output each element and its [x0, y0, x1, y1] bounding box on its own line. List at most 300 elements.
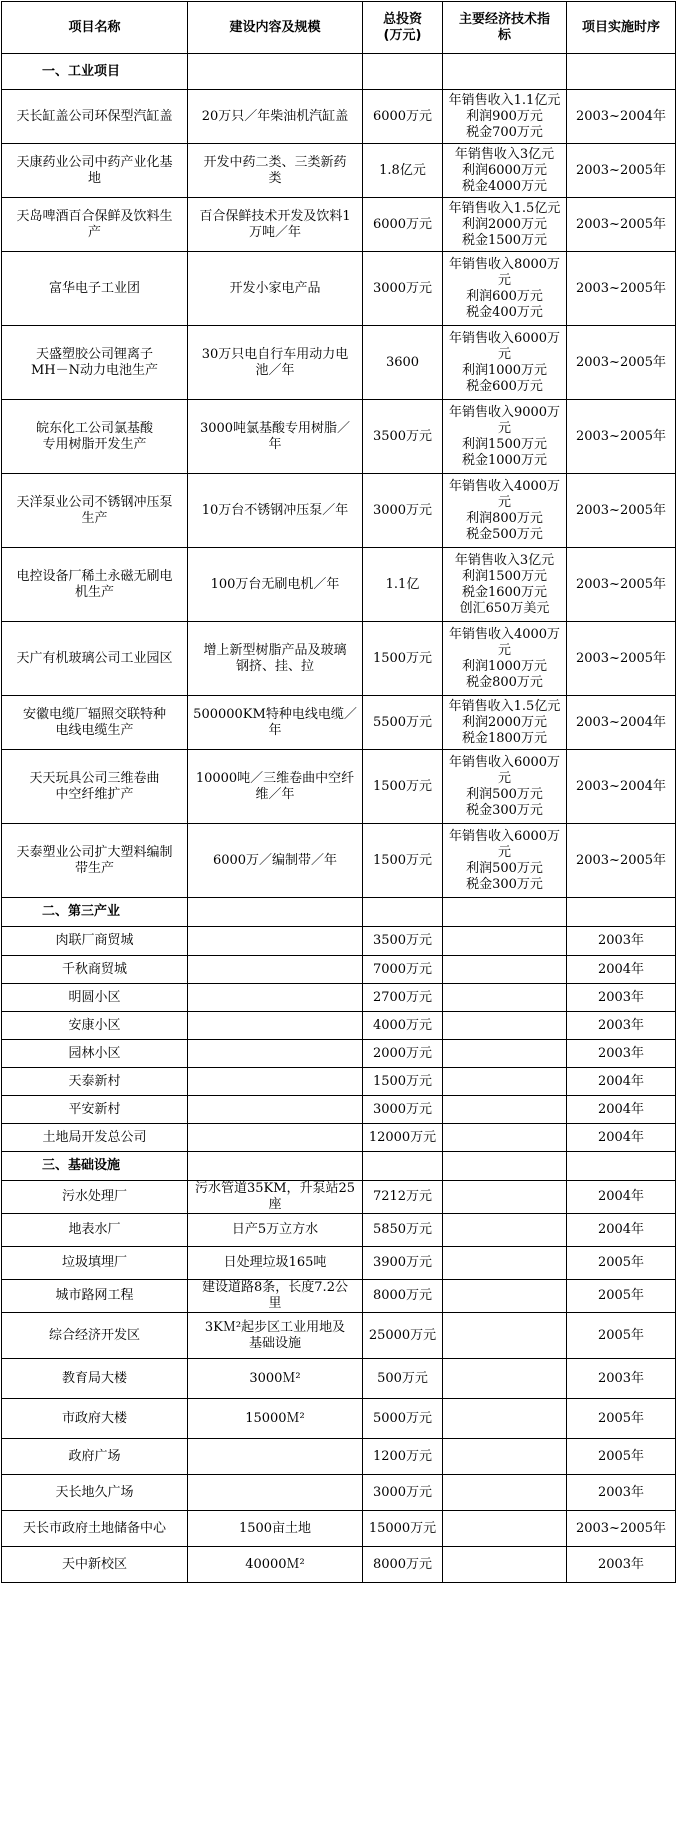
project-name-cell-line: 天天玩具公司三维卷曲: [29, 770, 160, 786]
content-scale-cell: [188, 90, 363, 144]
indicators-cell: [443, 984, 567, 1012]
indicators-cell: [443, 1096, 567, 1124]
content-scale-cell-line: 40000Ｍ²: [245, 1556, 305, 1572]
period-cell: 2003年: [567, 927, 676, 956]
indicators-cell-line: 利润900万元: [466, 108, 543, 124]
project-name-cell-line: 带生产: [74, 860, 114, 876]
content-scale-cell-line: 15000Ｍ²: [245, 1410, 305, 1426]
indicators-cell: [443, 696, 567, 750]
indicators-cell-line: 利润600万元: [466, 288, 543, 304]
table-row: [2, 1181, 676, 1214]
indicators-cell-line: 税金1000万元: [461, 452, 548, 468]
investment-cell: 12000万元: [363, 1124, 443, 1152]
content-scale-cell-line: 污水管道35KM，升泵站25: [194, 1181, 356, 1196]
content-scale-cell-line: 30万只电自行车用动力电: [201, 346, 349, 362]
indicators-cell-line: 元: [497, 272, 511, 288]
table-row: [2, 1280, 676, 1313]
investment-cell: 1.1亿: [363, 548, 443, 622]
indicators-cell-line: 年销售收入9000万: [448, 404, 561, 420]
project-name-cell-line: 教育局大楼: [61, 1370, 127, 1386]
period-cell: 2004年: [567, 1214, 676, 1247]
content-scale-cell-line: 池／年: [255, 362, 295, 378]
project-name-cell-line: 天长缸盖公司环保型汽缸盖: [16, 108, 173, 124]
indicators-cell: [443, 326, 567, 400]
indicators-cell-line: 税金400万元: [466, 304, 543, 320]
period-cell: 2005年: [567, 1247, 676, 1280]
period-cell: 2003~2005年: [567, 326, 676, 400]
table-row: [2, 696, 676, 750]
period-cell: 2003~2005年: [567, 198, 676, 252]
project-name-cell: [2, 1280, 188, 1313]
period-cell: 2003~2005年: [567, 252, 676, 326]
project-name-cell-line: 产: [87, 224, 101, 240]
indicators-cell: [443, 198, 567, 252]
indicators-cell: [443, 144, 567, 198]
table-row: [2, 1247, 676, 1280]
project-name-cell: [2, 1511, 188, 1547]
indicators-cell-line: 年销售收入6000万: [448, 828, 561, 844]
investment-cell: 4000万元: [363, 1012, 443, 1040]
project-name-cell: [2, 548, 188, 622]
empty-cell: [567, 54, 676, 90]
header-row: [2, 2, 676, 54]
period-cell: 2005年: [567, 1313, 676, 1359]
period-cell: 2005年: [567, 1280, 676, 1313]
period-cell: 2003年: [567, 1475, 676, 1511]
indicators-cell: [443, 750, 567, 824]
project-name-cell-line: 垃圾填埋厂: [61, 1255, 127, 1270]
content-scale-cell-line: 开发小家电产品: [229, 280, 321, 296]
indicators-cell: [443, 1247, 567, 1280]
investment-cell: 1500万元: [363, 622, 443, 696]
indicators-cell-line: 元: [497, 346, 511, 362]
content-scale-cell-line: 座: [268, 1197, 282, 1212]
indicators-cell-line: 元: [497, 844, 511, 860]
project-name-cell: [2, 1124, 188, 1152]
project-name-cell-line: 肉联厂商贸城: [55, 933, 134, 948]
table-row: [2, 622, 676, 696]
investment-cell: 6000万元: [363, 198, 443, 252]
project-name-cell-line: 平安新村: [68, 1101, 121, 1117]
content-scale-cell-line: 维／年: [255, 786, 295, 802]
project-name-cell-line: 土地局开发总公司: [42, 1129, 147, 1145]
indicators-cell-line: 利润800万元: [466, 510, 543, 526]
indicators-cell-line: 税金800万元: [466, 674, 543, 690]
content-scale-cell: [188, 824, 363, 898]
empty-cell: [443, 54, 567, 90]
indicators-cell: [443, 1313, 567, 1359]
project-name-cell: [2, 696, 188, 750]
period-cell: 2003~2004年: [567, 750, 676, 824]
period-cell: 2004年: [567, 1124, 676, 1152]
project-name-cell-line: 园林小区: [68, 1045, 121, 1061]
period-cell: 2004年: [567, 1068, 676, 1096]
table-row: [2, 1012, 676, 1040]
section-title: 二、第三产业: [2, 898, 188, 927]
project-name-cell: [2, 824, 188, 898]
investment-cell: 2000万元: [363, 1040, 443, 1068]
project-name-cell-line: 污水处理厂: [61, 1189, 127, 1204]
period-cell: 2003~2005年: [567, 824, 676, 898]
investment-cell: 8000万元: [363, 1280, 443, 1313]
indicators-cell: [443, 1280, 567, 1313]
period-cell: 2003~2004年: [567, 696, 676, 750]
project-name-cell-line: 市政府大楼: [61, 1410, 127, 1426]
project-name-cell-line: 综合经济开发区: [48, 1327, 140, 1343]
empty-cell: [363, 1152, 443, 1181]
indicators-cell-line: 年销售收入8000万: [448, 256, 561, 272]
project-name-cell: [2, 622, 188, 696]
indicators-cell: [443, 252, 567, 326]
table-row: [2, 400, 676, 474]
project-name-cell: [2, 1399, 188, 1439]
period-cell: 2003年: [567, 1359, 676, 1399]
period-cell: 2003~2005年: [567, 548, 676, 622]
period-cell: 2003~2005年: [567, 400, 676, 474]
table-row: [2, 1439, 676, 1475]
investment-cell: 3500万元: [363, 400, 443, 474]
content-scale-cell-line: 年: [268, 722, 282, 738]
content-scale-cell: [188, 1439, 363, 1475]
project-name-cell: [2, 198, 188, 252]
project-name-cell-line: 天泰塑业公司扩大塑料编制: [16, 844, 173, 860]
indicators-cell-line: 税金1600万元: [461, 584, 548, 600]
table-row: [2, 927, 676, 956]
project-name-cell-line: 机生产: [74, 584, 114, 600]
investment-cell: 1200万元: [363, 1439, 443, 1475]
content-scale-cell: [188, 1247, 363, 1280]
content-scale-cell: [188, 984, 363, 1012]
indicators-cell: [443, 548, 567, 622]
project-name-cell: [2, 1012, 188, 1040]
indicators-cell-line: 利润500万元: [466, 786, 543, 802]
project-table: [1, 1, 676, 1583]
content-scale-cell: [188, 1096, 363, 1124]
indicators-cell: [443, 1068, 567, 1096]
content-scale-cell: [188, 144, 363, 198]
indicators-cell-line: 利润6000万元: [461, 162, 548, 178]
investment-cell: 3900万元: [363, 1247, 443, 1280]
project-name-cell: [2, 1547, 188, 1583]
table-row: [2, 198, 676, 252]
indicators-cell-line: 利润2000万元: [461, 216, 548, 232]
table-row: [2, 90, 676, 144]
content-scale-cell: [188, 1181, 363, 1214]
period-cell: 2004年: [567, 1181, 676, 1214]
empty-cell: [188, 54, 363, 90]
content-scale-cell: [188, 696, 363, 750]
investment-cell: 2700万元: [363, 984, 443, 1012]
empty-cell: [363, 54, 443, 90]
indicators-cell: [443, 1214, 567, 1247]
table-row: [2, 984, 676, 1012]
table-row: [2, 1547, 676, 1583]
content-scale-cell-line: 开发中药二类、三类新药: [203, 154, 347, 170]
section-title: 一、工业项目: [2, 54, 188, 90]
project-name-cell-line: MH－N动力电池生产: [30, 362, 159, 378]
project-name-cell-line: 城市路网工程: [55, 1288, 134, 1303]
header-implementation-period: 项目实施时序: [567, 2, 676, 54]
project-name-cell: [2, 1247, 188, 1280]
empty-cell: [443, 1152, 567, 1181]
section-row: [2, 1152, 676, 1181]
table-body: [2, 54, 676, 1583]
content-scale-cell-line: 钢挤、挂、拉: [235, 658, 314, 674]
section-row: [2, 54, 676, 90]
content-scale-cell: [188, 750, 363, 824]
investment-cell: 3500万元: [363, 927, 443, 956]
project-name-cell: [2, 1475, 188, 1511]
investment-cell: 25000万元: [363, 1313, 443, 1359]
investment-cell: 5500万元: [363, 696, 443, 750]
indicators-cell-line: 元: [497, 420, 511, 436]
indicators-cell-line: 税金300万元: [466, 802, 543, 818]
table-row: [2, 326, 676, 400]
indicators-cell: [443, 1359, 567, 1399]
project-name-cell-line: 安徽电缆厂辐照交联特种: [22, 706, 166, 722]
table-row: [2, 1040, 676, 1068]
investment-cell: 6000万元: [363, 90, 443, 144]
header-total-investment: 总投资 (万元): [363, 2, 443, 54]
content-scale-cell: [188, 1068, 363, 1096]
investment-cell: 7212万元: [363, 1181, 443, 1214]
content-scale-cell: [188, 1547, 363, 1583]
investment-cell: 1500万元: [363, 750, 443, 824]
project-name-cell-line: 生产: [81, 510, 108, 526]
indicators-cell-line: 利润1500万元: [461, 568, 548, 584]
table-row: [2, 824, 676, 898]
indicators-cell-line: 元: [497, 642, 511, 658]
table-row: [2, 144, 676, 198]
table-row: [2, 956, 676, 984]
empty-cell: [363, 898, 443, 927]
project-name-cell: [2, 927, 188, 956]
project-name-cell-line: 安康小区: [68, 1017, 121, 1033]
investment-cell: 3000万元: [363, 252, 443, 326]
content-scale-cell-line: 基础设施: [248, 1335, 301, 1351]
indicators-cell: [443, 474, 567, 548]
period-cell: 2003~2005年: [567, 474, 676, 548]
investment-cell: 3000万元: [363, 1096, 443, 1124]
content-scale-cell: [188, 326, 363, 400]
indicators-cell: [443, 1511, 567, 1547]
project-name-cell-line: 天广有机玻璃公司工业园区: [16, 650, 173, 666]
indicators-cell-line: 利润1000万元: [461, 362, 548, 378]
period-cell: 2004年: [567, 956, 676, 984]
content-scale-cell-line: 10000吨／三维卷曲中空纤: [195, 770, 355, 786]
indicators-cell-line: 元: [497, 770, 511, 786]
investment-cell: 7000万元: [363, 956, 443, 984]
content-scale-cell-line: 年: [268, 436, 282, 452]
content-scale-cell-line: 日处理垃圾165吨: [223, 1255, 327, 1270]
content-scale-cell: [188, 1214, 363, 1247]
indicators-cell-line: 税金1800万元: [461, 730, 548, 746]
project-name-cell-line: 地表水厂: [68, 1222, 121, 1237]
investment-cell: 5850万元: [363, 1214, 443, 1247]
indicators-cell: [443, 90, 567, 144]
content-scale-cell: [188, 252, 363, 326]
period-cell: 2003~2005年: [567, 144, 676, 198]
section-row: [2, 898, 676, 927]
empty-cell: [188, 1152, 363, 1181]
investment-cell: 1500万元: [363, 1068, 443, 1096]
indicators-cell-line: 税金1500万元: [461, 232, 548, 248]
content-scale-cell: [188, 548, 363, 622]
indicators-cell-line: 年销售收入3亿元: [454, 552, 555, 568]
content-scale-cell-line: 1500亩土地: [238, 1520, 312, 1536]
indicators-cell-line: 年销售收入1.5亿元: [448, 698, 561, 714]
period-cell: 2003年: [567, 984, 676, 1012]
content-scale-cell-line: 6000万／编制带／年: [212, 852, 338, 868]
content-scale-cell: [188, 1124, 363, 1152]
period-cell: 2005年: [567, 1439, 676, 1475]
project-name-cell-line: 中空纤维扩产: [55, 786, 134, 802]
project-name-cell: [2, 750, 188, 824]
header-economic-indicators: 主要经济技术指 标: [443, 2, 567, 54]
project-name-cell: [2, 1068, 188, 1096]
investment-cell: 15000万元: [363, 1511, 443, 1547]
project-name-cell: [2, 1040, 188, 1068]
header-content-scale: 建设内容及规模: [188, 2, 363, 54]
project-name-cell: [2, 144, 188, 198]
content-scale-cell-line: 里: [268, 1296, 282, 1311]
indicators-cell: [443, 400, 567, 474]
indicators-cell-line: 税金700万元: [466, 124, 543, 140]
content-scale-cell: [188, 1280, 363, 1313]
project-name-cell-line: 天泰新村: [68, 1073, 121, 1089]
empty-cell: [443, 898, 567, 927]
project-name-cell: [2, 1439, 188, 1475]
investment-cell: 8000万元: [363, 1547, 443, 1583]
project-name-cell-line: 地: [87, 170, 101, 186]
section-title: 三、基础设施: [2, 1152, 188, 1181]
project-name-cell-line: 政府广场: [68, 1448, 121, 1464]
indicators-cell: [443, 824, 567, 898]
content-scale-cell-line: 3000Ｍ²: [249, 1370, 301, 1386]
content-scale-cell: [188, 198, 363, 252]
investment-cell: 3600: [363, 326, 443, 400]
period-cell: 2004年: [567, 1096, 676, 1124]
indicators-cell-line: 年销售收入4000万: [448, 478, 561, 494]
project-name-cell: [2, 1096, 188, 1124]
project-name-cell-line: 天康药业公司中药产业化基: [16, 154, 173, 170]
content-scale-cell: [188, 927, 363, 956]
indicators-cell-line: 年销售收入3亿元: [454, 146, 555, 162]
project-name-cell-line: 天盛塑胶公司锂离子: [35, 346, 153, 362]
content-scale-cell-line: 建设道路8条，长度7.2公: [202, 1280, 348, 1295]
period-cell: 2003~2004年: [567, 90, 676, 144]
content-scale-cell: [188, 1359, 363, 1399]
project-name-cell-line: 明圆小区: [68, 989, 121, 1005]
indicators-cell: [443, 956, 567, 984]
indicators-cell-line: 利润1500万元: [461, 436, 548, 452]
table-row: [2, 252, 676, 326]
project-name-cell-line: 电控设备厂稀土永磁无刷电: [16, 568, 173, 584]
indicators-cell-line: 元: [497, 494, 511, 510]
content-scale-cell-line: 500000KM特种电线电缆／: [193, 706, 357, 722]
investment-cell: 500万元: [363, 1359, 443, 1399]
content-scale-cell-line: 类: [268, 170, 282, 186]
indicators-cell-line: 利润1000万元: [461, 658, 548, 674]
project-name-cell: [2, 252, 188, 326]
project-name-cell: [2, 90, 188, 144]
content-scale-cell-line: 万吨／年: [248, 224, 301, 240]
content-scale-cell: [188, 622, 363, 696]
indicators-cell-line: 年销售收入1.5亿元: [448, 200, 561, 216]
content-scale-cell: [188, 1040, 363, 1068]
indicators-cell-line: 利润2000万元: [461, 714, 548, 730]
content-scale-cell: [188, 1399, 363, 1439]
table-row: [2, 1475, 676, 1511]
project-name-cell: [2, 400, 188, 474]
content-scale-cell-line: 增上新型树脂产品及玻璃: [203, 642, 347, 658]
table-row: [2, 1511, 676, 1547]
content-scale-cell: [188, 1475, 363, 1511]
table-row: [2, 548, 676, 622]
indicators-cell-line: 年销售收入1.1亿元: [448, 92, 561, 108]
content-scale-cell: [188, 956, 363, 984]
indicators-cell: [443, 1012, 567, 1040]
table-row: [2, 1214, 676, 1247]
indicators-cell-line: 税金500万元: [466, 526, 543, 542]
table-row: [2, 1096, 676, 1124]
empty-cell: [188, 898, 363, 927]
indicators-cell: [443, 1475, 567, 1511]
project-name-cell-line: 天洋泵业公司不锈钢冲压泵: [16, 494, 173, 510]
table-row: [2, 1068, 676, 1096]
content-scale-cell-line: 10万台不锈钢冲压泵／年: [201, 502, 349, 518]
content-scale-cell: [188, 1313, 363, 1359]
indicators-cell-line: 年销售收入4000万: [448, 626, 561, 642]
period-cell: 2003~2005年: [567, 1511, 676, 1547]
content-scale-cell-line: 百合保鲜技术开发及饮料1: [199, 208, 351, 224]
project-name-cell-line: 电线电缆生产: [55, 722, 134, 738]
project-name-cell-line: 天长地久广场: [55, 1484, 134, 1500]
project-name-cell: [2, 1214, 188, 1247]
project-name-cell: [2, 956, 188, 984]
project-name-cell-line: 专用树脂开发生产: [42, 436, 147, 452]
content-scale-cell-line: 3000吨氯基酸专用树脂／: [199, 420, 351, 436]
period-cell: 2005年: [567, 1399, 676, 1439]
content-scale-cell-line: 日产5万立方水: [231, 1222, 319, 1237]
indicators-cell: [443, 927, 567, 956]
indicators-cell: [443, 1040, 567, 1068]
content-scale-cell: [188, 474, 363, 548]
investment-cell: 3000万元: [363, 1475, 443, 1511]
content-scale-cell-line: 3KＭ²起步区工业用地及: [204, 1319, 346, 1335]
table-row: [2, 750, 676, 824]
table-row: [2, 474, 676, 548]
content-scale-cell: [188, 1511, 363, 1547]
project-name-cell: [2, 1313, 188, 1359]
table-row: [2, 1124, 676, 1152]
content-scale-cell: [188, 1012, 363, 1040]
period-cell: 2003年: [567, 1012, 676, 1040]
project-name-cell: [2, 326, 188, 400]
project-name-cell-line: 天岛啤酒百合保鲜及饮料生: [16, 208, 173, 224]
project-name-cell: [2, 984, 188, 1012]
indicators-cell-line: 税金300万元: [466, 876, 543, 892]
project-name-cell: [2, 1181, 188, 1214]
project-name-cell: [2, 1359, 188, 1399]
indicators-cell-line: 创汇650万美元: [459, 600, 550, 616]
header-project-name: 项目名称: [2, 2, 188, 54]
indicators-cell-line: 税金4000万元: [461, 178, 548, 194]
project-name-cell-line: 富华电子工业团: [48, 280, 140, 296]
investment-cell: 5000万元: [363, 1399, 443, 1439]
period-cell: 2003年: [567, 1547, 676, 1583]
investment-cell: 1500万元: [363, 824, 443, 898]
